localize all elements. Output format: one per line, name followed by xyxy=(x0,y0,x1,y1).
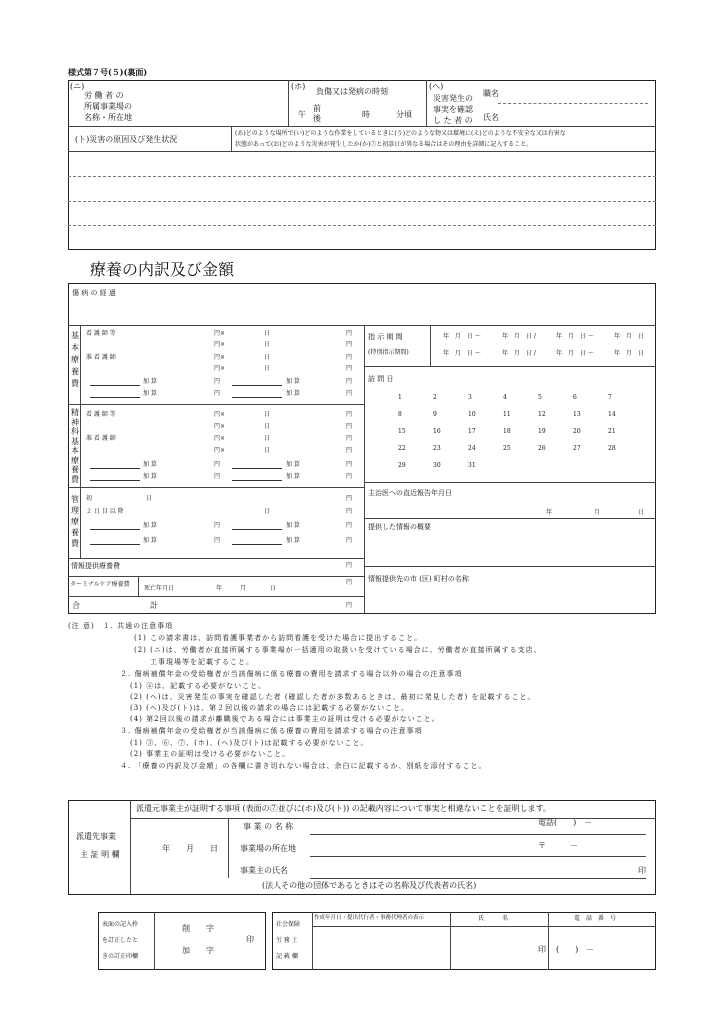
to-note-1: (あ)どのような場所で(い)どのような作業をしているときに(う)どのような物又は環境に(え)どのような不安全な又は有害な xyxy=(235,130,566,137)
note-6: (2) (ヘ)は、災害発生の事実を確認した者 (確認した者が多数あるときは、最初に発見した者) を記載すること。 xyxy=(130,693,536,701)
haken-statement: 派遣元事業主が証明する事項 (表面の⑦並びに(ホ)及び(ト)) の記載内容について事実と相違ないことを証明します。 xyxy=(136,804,552,813)
t-tsuki: 月 xyxy=(240,585,247,592)
visit-day: 6 xyxy=(573,394,577,401)
haken-label-1: 派遣先事業 xyxy=(76,832,116,841)
k-yen-2: 円 xyxy=(346,508,353,515)
haken-houjin: (法人その他の団体であるときはその名称及び代表者の氏名) xyxy=(262,881,477,890)
kihon-row2: 准 看 護 師 xyxy=(86,354,116,361)
visit-day: 16 xyxy=(433,428,441,435)
s-kasan-3: 加 算 xyxy=(143,473,157,480)
note-5: (1) ④は、記載する必要がないこと。 xyxy=(130,682,267,690)
shr-inn: 印 xyxy=(538,945,546,954)
s-yen-8: 円 xyxy=(346,473,353,480)
corr-label-2: を訂正したと xyxy=(102,937,139,944)
note-3: 工事現場等を記載すること。 xyxy=(150,658,254,666)
form-id: 様式第７号(５)(裏面) xyxy=(68,67,148,77)
shiji-r1: 年 月 日〜 xyxy=(443,333,483,340)
kasan-4: 加 算 xyxy=(286,390,300,397)
shiji-label: 指 示 期 間 xyxy=(368,333,403,341)
shiji-r7: 年 月 日〜 xyxy=(556,350,596,357)
houmon-label: 訪 問 日 xyxy=(368,375,394,383)
kanri-r2b: 日 xyxy=(264,508,271,515)
note-8: (4) 第2回以後の請求が離職後である場合には事業主の証明は受ける必要がないこと。 xyxy=(130,715,440,723)
ho-fun: 分頃 xyxy=(396,110,412,119)
haken-date: 年 月 日 xyxy=(162,844,218,853)
kanri-r2: ２ 日 目 以 降 xyxy=(86,508,124,515)
note-1: (1) この請求書は、訪問看護事業者から訪問看護を受けた場合に提出すること。 xyxy=(134,634,423,642)
kasan-2: 加 算 xyxy=(286,378,300,385)
shr-col3: 電 話 番 号 xyxy=(574,915,617,922)
visit-day: 7 xyxy=(608,394,612,401)
sakuji: 削 字 xyxy=(182,924,214,933)
visit-day: 27 xyxy=(573,445,581,452)
k-kasan-2: 加 算 xyxy=(286,522,300,529)
he-text-1: 災害発生の xyxy=(433,94,473,103)
ho-label: (ホ) xyxy=(291,82,306,91)
ho-pm: 後 xyxy=(313,114,321,123)
note-0: (注 意) １. 共通の注意事項 xyxy=(68,622,174,630)
he-text-3: し た 者 の xyxy=(433,116,473,125)
visit-day: 26 xyxy=(538,445,546,452)
yenx-2: 円× xyxy=(214,341,226,348)
s-yen-3: 円 xyxy=(346,435,353,442)
s-yen-7: 円 xyxy=(214,473,221,480)
kasan-3: 加 算 xyxy=(143,390,157,397)
kihon-row1: 看 護 師 等 xyxy=(86,330,116,337)
he-shimei: 氏名 xyxy=(483,113,499,122)
shiji-r3: 年 月 日〜 xyxy=(556,333,596,340)
section-title: 療養の内訳及び金額 xyxy=(90,260,235,279)
k-kasan-1: 加 算 xyxy=(143,522,157,529)
visit-day: 11 xyxy=(503,411,511,418)
nichi-2: 日 xyxy=(264,341,271,348)
s-yen-2: 円 xyxy=(346,423,353,430)
kanri-side: 管理療養費 xyxy=(71,495,79,548)
visit-day: 1 xyxy=(398,394,402,401)
ho-title: 負傷又は発病の時刻 xyxy=(316,87,388,96)
k-yen-3: 円 xyxy=(214,522,221,529)
shichoson-label: 情報提供先の市 (区) 町村の名称 xyxy=(368,575,469,583)
visit-day: 10 xyxy=(468,411,476,418)
shr-col1: 作成年月日・提出代行者・事務代理者の表示 xyxy=(314,915,425,921)
j-yen: 円 xyxy=(346,562,353,569)
shiji-r6: 年 月 日/ xyxy=(502,350,538,357)
s-yenx-3: 円× xyxy=(214,435,226,442)
nichi-4: 日 xyxy=(264,365,271,372)
ni-text-2: 所属事業場の xyxy=(84,102,132,111)
he-text-2: 事実を確認 xyxy=(433,105,473,114)
shiji-sub: (特別指示期間) xyxy=(368,349,409,356)
visit-day: 8 xyxy=(398,411,402,418)
nichi-3: 日 xyxy=(264,354,271,361)
k-yen-1: 円 xyxy=(346,495,353,502)
haken-postal: 〒 － xyxy=(538,841,578,850)
jigyo-name: 事 業 の 名 称 xyxy=(243,822,294,831)
yen-3: 円 xyxy=(346,354,353,361)
note-4: ２. 傷病補償年金の受給権者が当該傷病に係る療養の費用を請求する場合以外の場合の注意事項 xyxy=(120,670,463,678)
s-kasan-4: 加 算 xyxy=(286,473,300,480)
shr-label-1: 社会保険 xyxy=(276,921,301,928)
s-yenx-2: 円× xyxy=(214,423,226,430)
note-11: (2) 事業主の証明は受ける必要がないこと。 xyxy=(130,750,291,758)
s-yen-5: 円 xyxy=(214,461,221,468)
visit-day: 25 xyxy=(503,445,511,452)
visit-day: 31 xyxy=(468,462,476,469)
kihon-side: 基本療養費 xyxy=(71,331,79,388)
shr-col2: 氏 名 xyxy=(478,915,509,922)
visit-day: 9 xyxy=(433,411,437,418)
to-note-2: 状態があって(お)どのような災害が発生したか(か)⑦と初診日が異なる場合はその理由を詳細に記入すること。 xyxy=(235,141,533,148)
note-9: ３. 傷病補償年金の受給権者が当該傷病に係る療養の費用を請求する場合の注意事項 xyxy=(120,727,423,735)
visit-day: 23 xyxy=(433,445,441,452)
visit-day: 24 xyxy=(468,445,476,452)
t-nen: 年 xyxy=(216,585,223,592)
yen-6: 円 xyxy=(346,378,353,385)
ho-noon: 午 xyxy=(298,110,306,119)
ni-label: (ニ) xyxy=(70,82,85,91)
s-yen-6: 円 xyxy=(346,461,353,468)
kanri-r1: 初 xyxy=(86,495,93,502)
visit-day: 5 xyxy=(538,394,542,401)
s-nichi-4: 日 xyxy=(264,447,271,454)
k-yen-6: 円 xyxy=(346,537,353,544)
yen-2: 円 xyxy=(346,341,353,348)
joho-label: 情報提供療養費 xyxy=(71,562,120,570)
note-7: (3) (ヘ)及び(ト)は、第２回以後の請求の場合には記載する必要がないこと。 xyxy=(130,704,410,712)
ho-ji: 時 xyxy=(362,110,370,119)
k-yen-4: 円 xyxy=(346,522,353,529)
jigyo-owner: 事業主の氏名 xyxy=(240,866,288,875)
shr-label-2: 労 務 士 xyxy=(276,937,298,944)
shiji-r5: 年 月 日〜 xyxy=(443,350,483,357)
k-kasan-4: 加 算 xyxy=(286,537,300,544)
haken-label-2: 主 証 明 欄 xyxy=(80,850,120,859)
s-yen-4: 円 xyxy=(346,447,353,454)
s-nen: 年 xyxy=(546,509,553,516)
terminal-label: ターミナルケア療養費 xyxy=(70,581,130,588)
visit-day: 14 xyxy=(608,411,616,418)
s-nichi-1: 日 xyxy=(264,411,271,418)
yen-1: 円 xyxy=(346,330,353,337)
kei-label: 計 xyxy=(150,601,158,610)
s-kasan-1: 加 算 xyxy=(143,461,157,468)
note-12: ４. 「療養の内訳及び金額」の各欄に書き切れない場合は、余白に記載するか、別紙を添付すること。 xyxy=(120,762,487,770)
shiji-r2: 年 月 日/ xyxy=(502,333,538,340)
visit-day: 20 xyxy=(573,428,581,435)
goukei-label: 合 xyxy=(72,601,80,610)
yenx-1: 円× xyxy=(214,330,226,337)
s-hi: 日 xyxy=(638,509,645,516)
seishin-row1: 看 護 師 等 xyxy=(86,411,116,418)
s-tsuki: 月 xyxy=(594,509,601,516)
visit-day: 17 xyxy=(468,428,476,435)
ni-text-1: 労 働 者 の xyxy=(84,91,124,100)
k-yen-5: 円 xyxy=(214,537,221,544)
haken-denwa: 電話( ) － xyxy=(538,818,593,827)
k-kasan-3: 加 算 xyxy=(143,537,157,544)
visit-day: 4 xyxy=(503,394,507,401)
s-nichi-2: 日 xyxy=(264,423,271,430)
corr-label-3: きの訂正印欄 xyxy=(102,953,139,960)
visit-day: 22 xyxy=(398,445,406,452)
s-yenx-1: 円× xyxy=(214,411,226,418)
he-shoku: 職名 xyxy=(483,89,499,98)
s-nichi-3: 日 xyxy=(264,435,271,442)
visit-day: 28 xyxy=(608,445,616,452)
shiji-r4: 年 月 日 xyxy=(614,333,646,340)
yenx-3: 円× xyxy=(214,354,226,361)
yenx-4: 円× xyxy=(214,365,226,372)
visit-day: 30 xyxy=(433,462,441,469)
ho-am: 前 xyxy=(313,104,321,113)
yen-8: 円 xyxy=(346,390,353,397)
he-label: (ヘ) xyxy=(429,82,444,91)
visit-day: 13 xyxy=(573,411,581,418)
ni-text-3: 名称・所在地 xyxy=(84,113,132,122)
corr-label-1: 表面の記入枠 xyxy=(102,921,139,928)
visit-day: 18 xyxy=(503,428,511,435)
t-hi: 日 xyxy=(270,585,277,592)
haken-inn: 印 xyxy=(638,866,646,875)
jigyo-addr: 事業場の所在地 xyxy=(240,844,296,853)
visit-day: 19 xyxy=(538,428,546,435)
corr-inn: 印 xyxy=(246,935,254,944)
kanri-r1b: 日 xyxy=(146,495,153,502)
seishin-row2: 准 看 護 師 xyxy=(86,435,116,442)
kaji: 加 字 xyxy=(182,946,214,955)
seishin-side: 精神科基本療養費 xyxy=(71,408,79,484)
shujii-label: 主治医への直近報告年月日 xyxy=(368,489,452,497)
s-yenx-4: 円× xyxy=(214,447,226,454)
note-2: (2) (ニ)は、労働者が直接所属する事業場が一括適用の取扱いを受けている場合に、労働者が直接所属する支店、 xyxy=(134,646,542,654)
t-yen: 円 xyxy=(346,579,353,586)
keika-label: 傷 病 の 経 過 xyxy=(72,289,116,297)
shr-label-3: 記 載 欄 xyxy=(276,953,298,960)
kasan-1: 加 算 xyxy=(143,378,157,385)
teikyou-label: 提供した情報の概要 xyxy=(368,523,431,531)
shiji-r8: 年 月 日 xyxy=(614,350,646,357)
visit-day: 21 xyxy=(608,428,616,435)
to-label: (ト)災害の原因及び発生状況 xyxy=(75,135,178,144)
s-yen-1: 円 xyxy=(346,411,353,418)
visit-day: 12 xyxy=(538,411,546,418)
shibou-label: 死亡年月日 xyxy=(144,585,175,592)
note-10: (1) ③、⑥、⑦、(ホ)、(ヘ)及び(ト)は記載する必要がないこと。 xyxy=(130,739,369,747)
yen-7: 円 xyxy=(214,390,221,397)
g-yen: 円 xyxy=(346,602,353,609)
shr-tel: ( ) － xyxy=(556,945,595,954)
s-kasan-2: 加 算 xyxy=(286,461,300,468)
visit-day: 2 xyxy=(433,394,437,401)
visit-day: 3 xyxy=(468,394,472,401)
yen-4: 円 xyxy=(346,365,353,372)
yen-5: 円 xyxy=(214,378,221,385)
nichi-1: 日 xyxy=(264,330,271,337)
visit-day: 29 xyxy=(398,462,406,469)
visit-day: 15 xyxy=(398,428,406,435)
